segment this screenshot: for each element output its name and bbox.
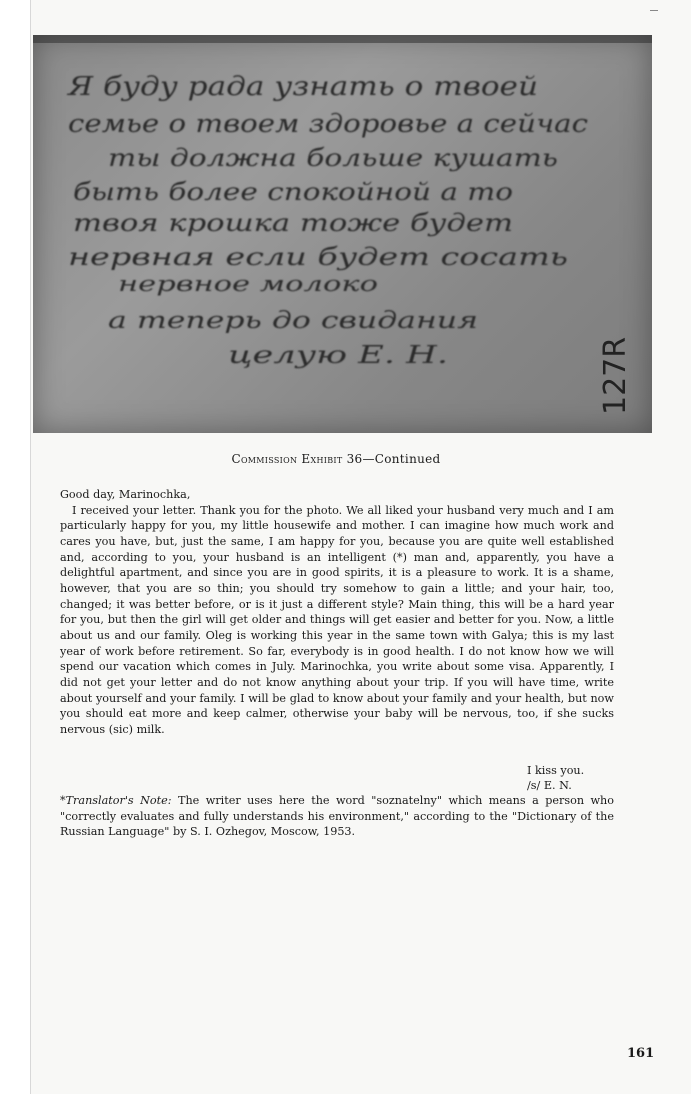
letter-signature: /s/ E. N. xyxy=(527,779,572,792)
translated-letter xyxy=(60,487,614,738)
scan-mark xyxy=(650,10,658,11)
handwriting-line: семье о твоем здоровье а сейчас xyxy=(68,109,588,138)
translator-note-text: The writer uses here the word "soznatelny" which means a person who "correctly evaluates and fully understands his environment," according to the "Dictionary of the Russian Language" by S. I. Ozhegov, Moscow, 1953. xyxy=(60,794,614,839)
caption-small-caps: Commission Exhibit xyxy=(231,452,343,466)
letter-greeting: Good day, Marinochka, xyxy=(60,488,191,501)
handwriting-line: ты должна больше кушать xyxy=(108,144,558,172)
page-number: 161 xyxy=(627,1046,655,1061)
exhibit-caption xyxy=(40,452,632,466)
translator-note-label: *Translator's Note: xyxy=(60,794,172,807)
margin-number: 127R xyxy=(598,336,633,415)
translator-note xyxy=(60,793,614,840)
handwriting-line: целую Е. Н. xyxy=(228,341,448,369)
handwriting-svg xyxy=(33,35,652,433)
handwriting-line: Я буду рада узнать о твоей xyxy=(66,72,538,102)
handwriting-line: нервное молоко xyxy=(118,272,378,296)
letter-body: I received your letter. Thank you for the photo. We all liked your husband very much and I am particularly happy for you, my little housewife and mother. I can imagine how much work and cares you have, but, just the same, I am happy for you, because you are quite well established and, according to you, your husband is an intelligent (*) man and, apparently, you have a delightful apartment, and since you are in good spirits, it is a pleasure to work. It is a shame, however, that you are so thin; you should try somehow to gain a little; and your hair, too, changed; it was better before, or is it just a different style? Main thing, this will be a hard year for you, but then the girl will get older and things will get easier and better for you. Now, a little about us and our family. Oleg is working this year in the same town with Galya; this is my last year of work before retirement. So far, everybody is in good health. I do not know how we will spend our vacation which comes in July. Marinochka, you write about some visa. Apparently, I did not get your letter and do not know anything about your trip. If you will have time, write about yourself and your family. I will be glad to know about your family and your health, but now you should eat more and keep calmer, otherwise your baby will be nervous, too, if she sucks nervous (sic) milk. xyxy=(60,503,614,736)
handwriting-line: быть более спокойной а то xyxy=(73,178,513,206)
letter-closing: I kiss you. xyxy=(527,764,585,777)
handwritten-letter-photo xyxy=(33,35,652,433)
handwriting-line: а теперь до свидания xyxy=(108,308,478,334)
handwriting-line: нервная если будет сосать xyxy=(68,243,568,271)
handwriting-line: твоя крошка тоже будет xyxy=(73,209,513,237)
caption-rest: 36—Continued xyxy=(342,452,441,466)
